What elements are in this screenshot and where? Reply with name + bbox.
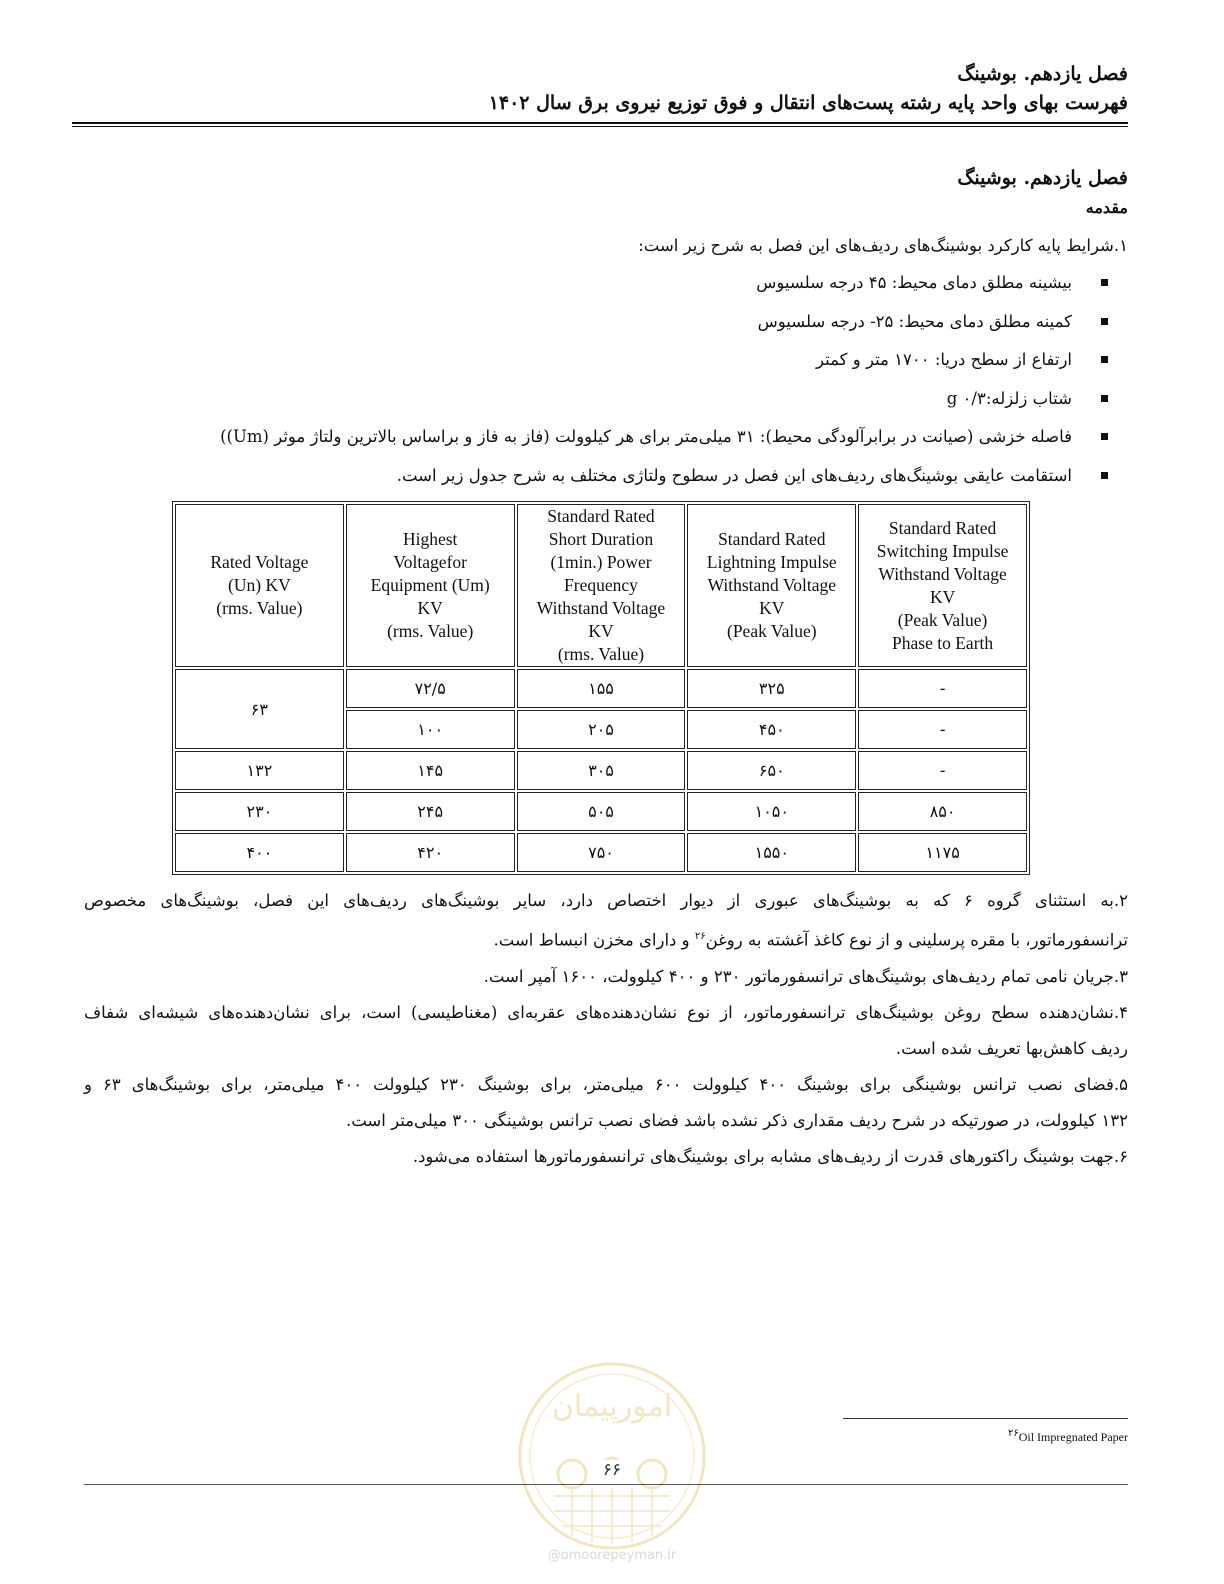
watermark-logo [512, 1356, 712, 1556]
cell-lightning-impulse: ۱۰۵۰ [687, 792, 856, 831]
cell-lightning-impulse: ۴۵۰ [687, 710, 856, 749]
paragraph-5-line-2: ۱۳۲ کیلوولت، در صورتیکه در شرح ردیف مقداری ذکر نشده باشد فضای نصب ترانس بوشینگی ۳۰۰ میلی‌متر است. [345, 1110, 1128, 1130]
cell-rated-voltage: ۱۳۲ [175, 751, 344, 790]
paragraph-4-line-2: ردیف کاهش‌بها تعریف شده است. [895, 1038, 1128, 1058]
watermark-url: @omoorepeyman.ir [547, 1548, 677, 1563]
cell-highest-voltage: ۷۲/۵ [346, 669, 515, 708]
table-header-row [175, 504, 1027, 667]
cell-highest-voltage: ۲۴۵ [346, 792, 515, 831]
header-chapter: فصل یازدهم. بوشینگ [957, 63, 1128, 85]
footer-rule [84, 1484, 1128, 1485]
cell-switching-impulse: ۸۵۰ [858, 792, 1027, 831]
table-row [175, 669, 1027, 708]
item-1: ۱.شرایط پایه کارکرد بوشینگ‌های ردیف‌های این فصل به شرح زیر است: [638, 236, 1128, 255]
paragraph-2-line-2: ترانسفورماتور، با مقره پرسلینی و از نوع کاغذ آغشته به روغن$^{۲۶}$ و دارای مخزن انبساط است. [493, 930, 1128, 950]
col-power-frequency: Standard Rated Short Duration (1min.) Power Frequency Withstand Voltage KV (rms. Value) [517, 504, 686, 667]
section-title: فصل یازدهم. بوشینگ [957, 167, 1128, 189]
cell-power-frequency: ۱۵۵ [517, 669, 686, 708]
footnote-text: Oil Impregnated Paper [1018, 1430, 1128, 1444]
header-subtitle: فهرست بهای واحد پایه رشته پست‌های انتقال و فوق توزیع نیروی برق سال ۱۴۰۲ [488, 92, 1128, 114]
cell-power-frequency: ۷۵۰ [517, 833, 686, 872]
paragraph-3: ۳.جریان نامی تمام ردیف‌های بوشینگ‌های ترانسفورماتور ۲۳۰ و ۴۰۰ کیلوولت، ۱۶۰۰ آمپر است. [483, 966, 1128, 986]
cell-switching-impulse: ۱۱۷۵ [858, 833, 1027, 872]
cell-highest-voltage: ۱۴۵ [346, 751, 515, 790]
table-row [175, 792, 1027, 831]
page-content [84, 162, 1128, 1175]
list-item: فاصله خزشی (صیانت در برابرآلودگی محیط): ۳۱ میلی‌متر برای هر کیلوولت (فاز به فاز و براساس بالاترین ولتاژ موثر (Um)) [84, 418, 1072, 457]
table-row [175, 833, 1027, 872]
cell-lightning-impulse: ۱۵۵۰ [687, 833, 856, 872]
insulation-table [172, 501, 1030, 875]
footnote-number: ۲۶ [1007, 1428, 1019, 1439]
cell-rated-voltage: ۲۳۰ [175, 792, 344, 831]
list-item: ارتفاع از سطح دریا: ۱۷۰۰ متر و کمتر [84, 341, 1072, 380]
cell-power-frequency: ۳۰۵ [517, 751, 686, 790]
cell-lightning-impulse: ۶۵۰ [687, 751, 856, 790]
list-item: استقامت عایقی بوشینگ‌های ردیف‌های این فصل در سطوح ولتاژی مختلف به شرح جدول زیر است. [84, 457, 1072, 496]
list-item: بیشینه مطلق دمای محیط: ۴۵ درجه سلسیوس [84, 264, 1072, 303]
cell-power-frequency: ۵۰۵ [517, 792, 686, 831]
col-highest-voltage: Highest Voltagefor Equipment (Um) KV (rms. Value) [346, 504, 515, 667]
col-switching-impulse: Standard Rated Switching Impulse Withstand Voltage KV (Peak Value) Phase to Earth [858, 504, 1027, 667]
col-rated-voltage: Rated Voltage (Un) KV (rms. Value) [175, 504, 344, 667]
intro-heading: مقدمه [1085, 198, 1128, 217]
footnote-rule [843, 1418, 1128, 1419]
paragraph-2-line-1: ۲.به استثنای گروه ۶ که به بوشینگ‌های عبوری از دیوار اختصاص دارد، سایر بوشینگ‌های ردیف‌های این فصل، بوشینگ‌های مخصوص [84, 891, 1128, 910]
header-rule [72, 122, 1128, 124]
col-lightning-impulse: Standard Rated Lightning Impulse Withstand Voltage KV (Peak Value) [687, 504, 856, 667]
header-rule-thin [72, 126, 1128, 127]
footnote [1008, 1428, 1128, 1445]
conditions-list [84, 264, 1128, 495]
cell-switching-impulse: - [858, 751, 1027, 790]
list-item: کمینه مطلق دمای محیط: ۲۵- درجه سلسیوس [84, 303, 1072, 342]
cell-switching-impulse: - [858, 710, 1027, 749]
paragraph-6: ۶.جهت بوشینگ راکتورهای قدرت از ردیف‌های مشابه برای بوشینگ‌های ترانسفورماتورها استفاده می‌شود. [412, 1146, 1128, 1166]
paragraph-4-line-1: ۴.نشان‌دهنده سطح روغن بوشینگ‌های ترانسفورماتور، از نوع نشان‌دهنده‌های عقربه‌ای (مغناطیسی) است، برای نشان‌دهنده‌های شیشه‌ای شفاف [84, 1002, 1128, 1022]
watermark-logo-text: امورپیمان [551, 1389, 673, 1424]
table-row [175, 751, 1027, 790]
notes-body [84, 883, 1128, 1175]
cell-switching-impulse: - [858, 669, 1027, 708]
cell-lightning-impulse: ۳۲۵ [687, 669, 856, 708]
cell-highest-voltage: ۱۰۰ [346, 710, 515, 749]
page-header [72, 60, 1128, 127]
cell-rated-voltage: ۴۰۰ [175, 833, 344, 872]
cell-highest-voltage: ۴۲۰ [346, 833, 515, 872]
footnote-ref[interactable]: ۲۶ [694, 931, 706, 942]
cell-rated-voltage: ۶۳ [175, 669, 344, 749]
cell-power-frequency: ۲۰۵ [517, 710, 686, 749]
list-item: شتاب زلزله:g ۰/۳ [84, 380, 1072, 419]
paragraph-5-line-1: ۵.فضای نصب ترانس بوشینگی برای بوشینگ ۴۰۰ کیلوولت ۶۰۰ میلی‌متر، برای بوشینگ ۲۳۰ کیلوولت ۴۰۰ میلی‌متر، برای بوشینگ‌های ۶۳ و [84, 1074, 1129, 1094]
page-number: ۶۶ [0, 1460, 1224, 1480]
